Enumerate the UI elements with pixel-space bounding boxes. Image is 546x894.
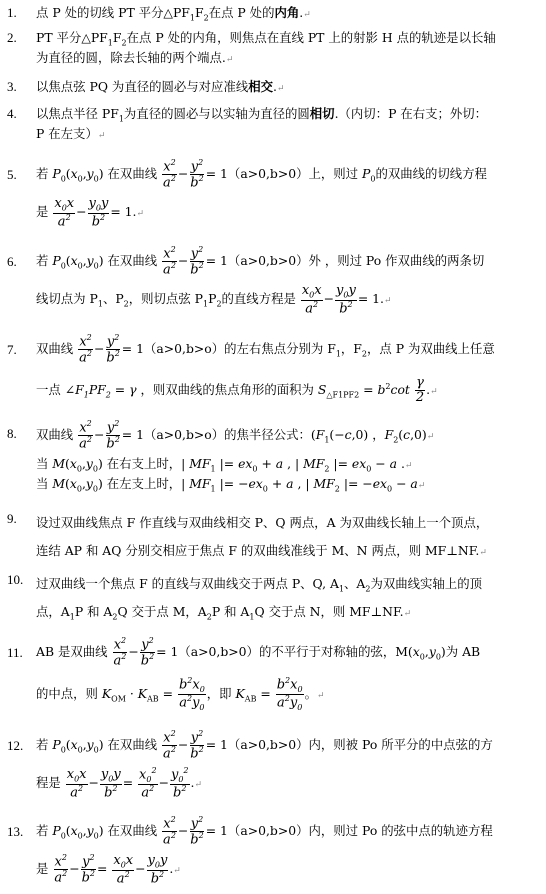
item-number: 11. [7,645,23,660]
text-line: 点 P 处的切线 PT 平分$\triangle PF_1F_2$在点 P 处的内角.↵ [36,5,311,23]
item-text [36,812,540,888]
item-text [36,155,540,231]
item-text [36,3,540,23]
item-text [36,570,540,626]
item-number: 4. [7,106,17,121]
item-number: 5. [7,167,17,182]
item-number: 12. [7,738,24,753]
text-line: 双曲线 $\frac{x^2}{a^2}$ − $\frac{y^2}{b^2}$ = 1（a>0,b>o）的焦半径公式：($F_1(-c,0)$ ，$F_2(c,0)↵$ [36,419,435,452]
item-text [36,242,540,318]
item-text [36,416,540,494]
text-line: 设过双曲线焦点 F 作直线与双曲线相交 P、Q 两点，A 为双曲线长轴上一个顶点， [36,515,489,530]
text-line: AB 是双曲线 $\frac{x^2}{a^2}$ − $\frac{y^2}{b^2}$ = 1（a>0,b>0）的不平行于对称轴的弦，$M(x_0,y_0)$为 AB [36,636,481,669]
text-line: 双曲线 $\frac{x^2}{a^2}$ − $\frac{y^2}{b^2}$ = 1（a>0,b>o）的左右焦点分别为 $F_1$，$F_2$，点 P 为双曲线上任意 [36,333,495,366]
text-line: 当 $M(x_0,y_0)$ 在右支上时，| $MF_1$ |= $ex_0 + a$ , | $MF_2$ |= $ex_0 - a$ .↵ [36,456,413,474]
item-text [36,28,540,68]
item-number: 8. [7,426,17,441]
text-line: 过双曲线一个焦点 F 的直线与双曲线交于两点 P、Q, $A_1$、$A_2$为双曲线实轴上的顶 [36,576,482,594]
item-text [36,104,540,144]
text-line: 当 $M(x_0,y_0)$ 在左支上时，| $MF_1$ |= $-ex_0 + a$ , | $MF_2$ |= $-ex_0$ − a↵ [36,476,426,494]
text-line: 若 $P_0(x_0,y_0)$ 在双曲线 $\frac{x^2}{a^2}$ − $\frac{y^2}{b^2}$ = 1（a>0,b>0）外 ，则过 Po 作双曲线的两条切 [36,245,485,278]
text-line: 若 $P_0(x_0,y_0)$ 在双曲线 $\frac{x^2}{a^2}$ − $\frac{y^2}{b^2}$ = 1（a>0,b>0）上，则过 $P_0$的双曲线的切线方程 [36,158,487,191]
text-line: P 在左支）↵ [36,126,106,141]
text-line: 以焦点弦 PQ 为直径的圆必与对应准线相交.↵ [36,79,285,94]
item-text [36,330,540,406]
text-line: 点，$A_1P$ 和 $A_2Q$ 交于点 M，$A_2P$ 和 $A_1Q$ 交于点 N，则 MF⊥NF.↵ [36,604,412,622]
item-text [36,633,540,717]
text-line: 线切点为 $P_1$、$P_2$，则切点弦 $P_1P_2$的直线方程是 $\frac{x_0x}{a^2}$ − $\frac{y_0y}{b^2}$ = 1.↵ [36,282,392,316]
text-line: 以焦点半径 $PF_1$为直径的圆必与以实轴为直径的圆相切.（内切：P 在右支；外切： [36,106,488,124]
item-number: 10. [7,572,24,587]
item-number: 9. [7,511,17,526]
item-number: 3. [7,79,17,94]
text-line: PT 平分$\triangle PF_1F_2$在点 P 处的内角，则焦点在直线 PT 上的射影 H 点的轨迹是以长轴 [36,30,496,48]
item-number: 2. [7,30,17,45]
item-number: 13. [7,824,24,839]
item-text [36,509,540,565]
text-line: 连结 AP 和 AQ 分别交相应于焦点 F 的双曲线准线于 M、N 两点，则 MF⊥NF.↵ [36,543,487,558]
item-number: 6. [7,254,17,269]
text-line: 是 $\frac{x_0x}{a^2}$ − $\frac{y_0y}{b^2}$ = 1.↵ [36,195,145,229]
text-line: 的中点，则 $K_{OM} \cdot K_{AB}$ = $\frac{b^2x_0}{a^2y_0}$ ，即 $K_{AB}$ = $\frac{b^2x_0}{a^2y_0}$ 。↵ [36,675,325,712]
item-text [36,77,540,97]
text-line: 为直径的圆，除去长轴的两个端点.↵ [36,50,234,65]
item-number: 1. [7,5,17,20]
item-number: 7. [7,342,17,357]
text-line: 若 $P_0(x_0,y_0)$ 在双曲线 $\frac{x^2}{a^2}$ − $\frac{y^2}{b^2}$ = 1（a>0,b>0）内，则被 Po 所平分的中点弦的方 [36,729,493,762]
text-line: 一点 $\angle F_1PF_2 = \gamma$ ，则双曲线的焦点角形的面积为 $S_{\triangle F1PF2} = b^2\cot$ $\frac{\gamma}{2}$ .↵ [36,375,438,406]
text-line: 是 $\frac{x^2}{a^2}$ − $\frac{y^2}{b^2}$ = $\frac{x_0x}{a^2}$ − $\frac{y_0y}{b^2}$ .↵ [36,852,181,886]
item-text [36,726,540,802]
text-line: 若 $P_0(x_0,y_0)$ 在双曲线 $\frac{x^2}{a^2}$ − $\frac{y^2}{b^2}$ = 1（a>0,b>0）内，则过 Po 的弦中点的轨迹方程 [36,815,493,848]
text-line: 程是 $\frac{x_0x}{a^2}$ − $\frac{y_0y}{b^2}$ = $\frac{x_0^2}{a^2}$ − $\frac{y_0^2}{b^2}$ .↵ [36,765,203,801]
